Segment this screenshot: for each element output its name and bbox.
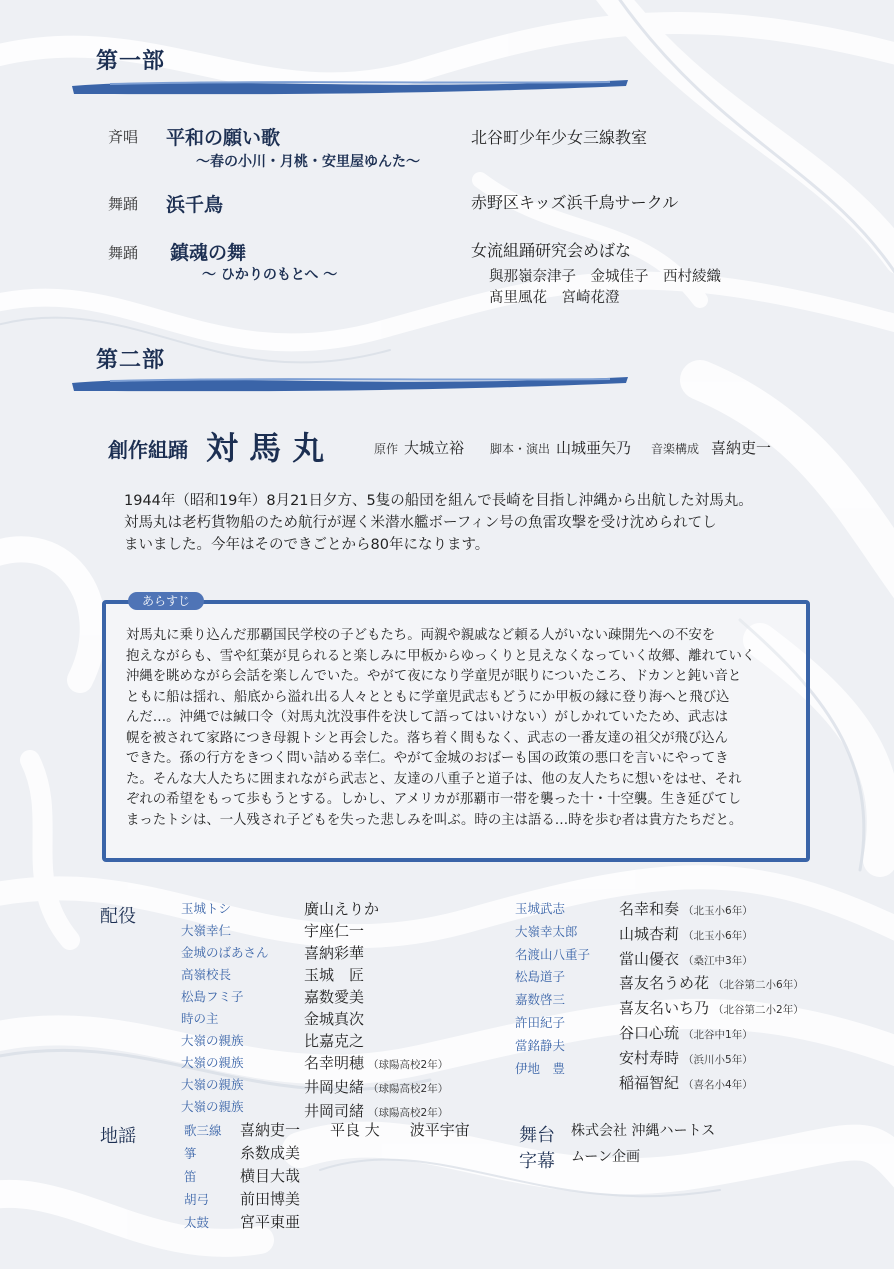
item-category: 斉唱 [108, 128, 139, 146]
cast-actor-row [304, 1008, 448, 1030]
synopsis-line: 対馬丸に乗り込んだ那覇国民学校の子どもたち。両親や親戚など頼る人がいない疎開先への不安を [126, 628, 716, 643]
cast-left-actors [304, 898, 448, 1124]
play-genre: 創作組踊 [108, 438, 188, 462]
player-names: 喜納吏一 平良 大 波平宇宙 [240, 1121, 470, 1139]
cast-actor-row [304, 920, 448, 942]
cast-role: 大嶺幸太郎 [515, 923, 578, 939]
cast-role: 大嶺の親族 [181, 1033, 244, 1048]
cast-actor: 當山優衣 [619, 949, 680, 968]
jiutai-label: 地謡 [100, 1126, 136, 1147]
performer-name: 北谷町少年少女三線教室 [471, 128, 648, 147]
program-title: 浜千鳥 [166, 194, 224, 216]
cast-actor: 山城杏莉 [619, 924, 680, 943]
play-title: 対 馬 丸 [206, 429, 325, 467]
cast-role: 大嶺の親族 [181, 1055, 244, 1070]
instrument-name: 歌三線 [184, 1123, 222, 1138]
cast-role: 大嶺の親族 [181, 1077, 244, 1092]
member-list: 髙里風花 宮崎花澄 [489, 290, 620, 306]
cast-actor-row [619, 1047, 804, 1072]
cast-actor: 喜友名いち乃 [619, 999, 710, 1018]
player-names: 糸数成美 [240, 1144, 301, 1162]
synopsis-line: できた。孫の行方をきつく問い詰める幸仁。やがて金城のおばーも国の政策の悪口を言いにやってき [126, 751, 729, 766]
cast-note: （喜名小4年） [683, 1078, 753, 1091]
performer-name: 赤野区キッズ浜千鳥サークル [471, 193, 679, 212]
cast-actor: 金城真次 [304, 1010, 365, 1028]
cast-actor: 稲福智紀 [619, 1073, 680, 1092]
credit-role: 脚本・演出 [490, 442, 551, 456]
credit-role: 原作 [374, 442, 399, 456]
synopsis-line: 沖縄を眺めながら会話を楽しんでいた。やがて夜になり学童児が眠りについたころ、ドカンと鈍い音と [126, 669, 742, 684]
intro-line: 対馬丸は老朽貨物船のため航行が遅く米潜水艦ボーフィン号の魚雷攻撃を受け沈められてし [124, 515, 717, 531]
cast-actor: 安村寿時 [619, 1048, 680, 1067]
cast-actor-row [619, 972, 804, 997]
cast-note: （浜川小5年） [683, 1053, 753, 1066]
instrument-name: 笛 [184, 1169, 197, 1184]
cast-role: 松島フミ子 [181, 989, 244, 1004]
cast-role: 大嶺の親族 [181, 1099, 244, 1114]
cast-actor-row [619, 1022, 804, 1047]
cast-actor-row [304, 1052, 448, 1076]
cast-actor-row [304, 964, 448, 986]
brush-stroke-divider [70, 74, 630, 96]
item-category: 舞踊 [108, 195, 139, 213]
credit-name: 大城立裕 [404, 439, 465, 457]
cast-actor: 喜納彩華 [304, 944, 365, 962]
synopsis-line: ぞれの希望をもって歩もうとする。しかし、アメリカが那覇市一帯を襲った十・十空襲。生き延びてし [126, 792, 742, 807]
cast-note: （北谷第二小6年） [713, 979, 804, 992]
credit-name: 山城亜矢乃 [556, 439, 632, 457]
cast-role: 松島道子 [515, 969, 566, 985]
cast-label: 配役 [100, 906, 136, 927]
cast-note: （球陽高校2年） [368, 1059, 449, 1071]
part1-title: 第一部 [96, 48, 166, 74]
cast-note: （北谷中1年） [683, 1028, 753, 1041]
cast-role: 嘉数啓三 [515, 992, 566, 1008]
cast-role: 高嶺校長 [181, 967, 232, 982]
cast-actor: 宇座仁一 [304, 922, 365, 940]
cast-actor-row [619, 1072, 804, 1097]
cast-role: 金城のばあさん [181, 945, 269, 960]
cast-role: 伊地 豊 [515, 1060, 566, 1076]
program-subtitle: 〜春の小川・月桃・安里屋ゆんた〜 [196, 154, 420, 170]
staff-label: 字幕 [519, 1151, 555, 1172]
cast-role: 許田紀子 [515, 1014, 566, 1030]
cast-actor: 比嘉克之 [304, 1032, 365, 1050]
cast-note: （球陽高校2年） [368, 1083, 449, 1095]
cast-actor: 嘉数愛美 [304, 988, 365, 1006]
cast-actor: 名幸明穂 [304, 1054, 365, 1072]
player-names: 宮平東亜 [240, 1213, 301, 1231]
member-list: 與那嶺奈津子 金城佳子 西村綾織 [489, 269, 721, 285]
synopsis-line: まったトシは、一人残され子どもを失った悲しみを叫ぶ。時の主は語る…時を歩む者は貴方たちだと。 [126, 812, 743, 828]
instrument-name: 太鼓 [184, 1215, 210, 1230]
intro-line: まいました。今年はそのできごとから80年になります。 [124, 537, 490, 553]
cast-role: 玉城トシ [181, 901, 232, 916]
synopsis-label: あらすじ [128, 592, 204, 610]
program-subtitle: 〜 ひかりのもとへ 〜 [202, 267, 338, 283]
cast-actor: 玉城 匠 [304, 966, 365, 984]
cast-actor-row [304, 1030, 448, 1052]
part2-title: 第二部 [96, 347, 166, 373]
cast-right-actors [619, 898, 804, 1096]
cast-actor-row [304, 942, 448, 964]
player-list [240, 1119, 470, 1234]
instrument-list [184, 1119, 222, 1234]
instrument-name: 箏 [184, 1146, 197, 1161]
cast-actor-row [619, 948, 804, 973]
program-title: 鎮魂の舞 [170, 242, 247, 264]
cast-actor: 喜友名うめ花 [619, 974, 710, 993]
staff-value: 株式会社 沖縄ハートス [571, 1123, 716, 1139]
cast-role: 當銘静夫 [515, 1037, 566, 1053]
cast-role: 名渡山八重子 [515, 946, 591, 962]
staff-value: ムーン企画 [571, 1149, 641, 1165]
brush-stroke-divider [70, 371, 630, 393]
synopsis-line: 抱えながらも、雪や紅葉が見られると楽しみに甲板からゆっくりと見えなくなっていく故郷、離れていく [126, 648, 756, 664]
cast-right-roles [515, 898, 590, 1080]
intro-paragraph [124, 490, 824, 556]
synopsis-line: 幌を被されて家路につき母親トシと再会した。落ち着く間もなく、武志の一番友達の祖父が飛び込ん [126, 730, 729, 746]
cast-actor-row [304, 898, 448, 920]
cast-actor-row [304, 986, 448, 1008]
cast-note: （桑江中3年） [683, 954, 753, 967]
cast-actor: 名幸和奏 [619, 900, 680, 918]
synopsis-line: んだ…。沖縄では緘口令（対馬丸沈没事件を決して語ってはいけない）がしかれていたため、武志は [126, 710, 729, 725]
cast-actor-row [619, 997, 804, 1022]
cast-note: （北谷第二小2年） [713, 1004, 804, 1017]
synopsis-line: た。そんな大人たちに囲まれながら武志と、友達の八重子と道子は、他の友人たちに想いをはせ、それ [126, 771, 742, 787]
cast-note: （北玉小6年） [683, 905, 753, 917]
cast-role: 大嶺幸仁 [181, 923, 232, 938]
performer-name: 女流組踊研究会めばな [471, 241, 632, 260]
item-category: 舞踊 [108, 244, 139, 262]
credit-role: 音楽構成 [651, 442, 700, 456]
cast-actor: 谷口心琉 [619, 1023, 680, 1042]
cast-actor-row [619, 898, 804, 923]
player-names: 前田博美 [240, 1190, 301, 1208]
player-names: 横目大哉 [240, 1167, 301, 1185]
cast-role: 玉城武志 [515, 901, 566, 916]
program-title: 平和の願い歌 [166, 127, 281, 149]
instrument-name: 胡弓 [184, 1192, 210, 1207]
synopsis-line: ともに船は揺れ、船底から溢れ出る人々とともに学童児武志もどうにか甲板の縁に登り海へと飛び込 [126, 689, 730, 705]
staff-label: 舞台 [519, 1125, 555, 1146]
cast-actor-row [619, 923, 804, 948]
intro-line: 1944年（昭和19年）8月21日夕方、5隻の船団を組んで長崎を目指し沖縄から出航した対馬丸。 [124, 493, 753, 509]
cast-actor-row [304, 1076, 448, 1100]
cast-note: （球陽高校2年） [368, 1107, 449, 1119]
synopsis-text [126, 626, 781, 831]
cast-actor: 井岡司緒 [304, 1102, 365, 1120]
cast-actor: 井岡史緒 [304, 1078, 365, 1096]
cast-left-roles [181, 898, 269, 1118]
cast-role: 時の主 [181, 1011, 219, 1026]
credit-name: 喜納吏一 [711, 439, 772, 457]
cast-note: （北玉小6年） [683, 929, 753, 942]
cast-actor: 廣山えりか [304, 900, 380, 918]
